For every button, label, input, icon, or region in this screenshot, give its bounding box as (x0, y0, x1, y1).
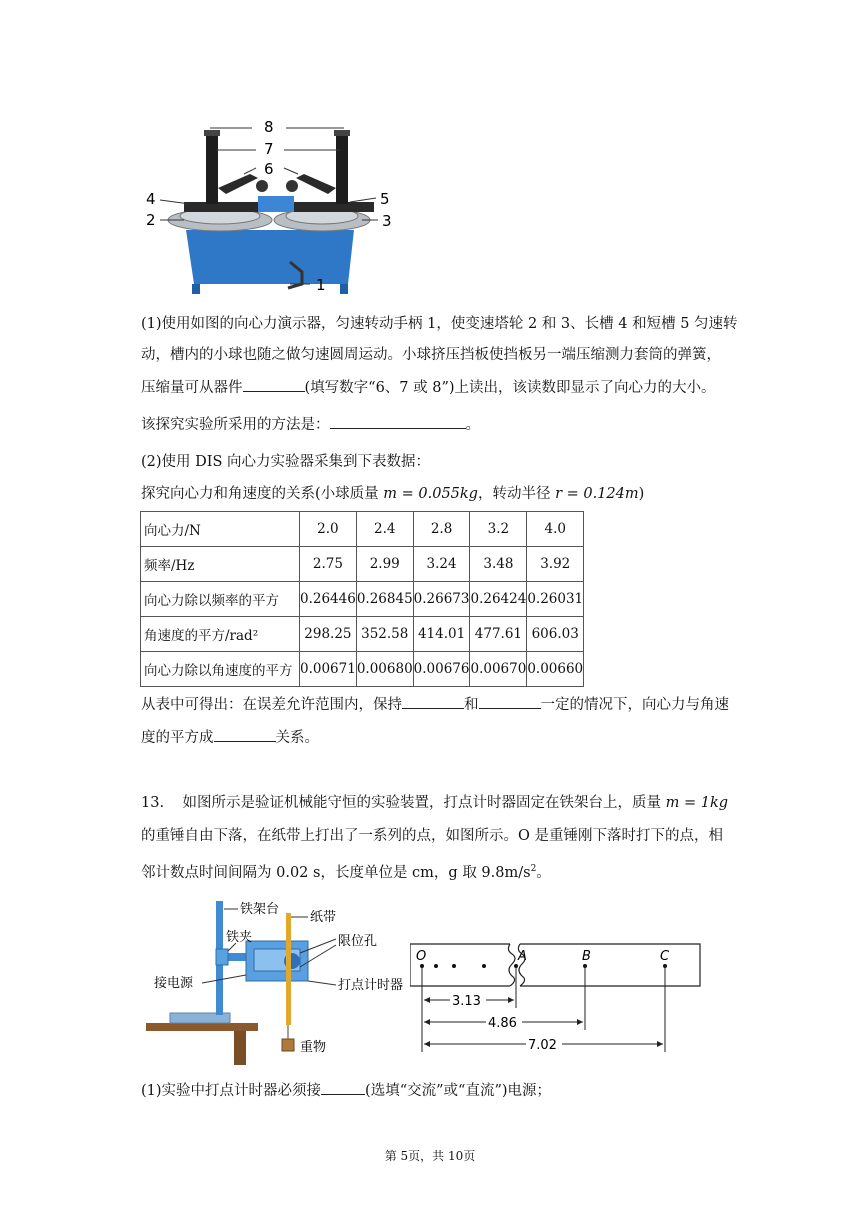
rotation-radius: r = 0.124m (555, 486, 639, 502)
centripetal-force-apparatus-figure (140, 112, 400, 298)
table-row (141, 582, 584, 617)
apparatus-label-8: 8 (264, 118, 274, 136)
q12-part3-line2-end: 关系。 (275, 730, 319, 746)
table-row (141, 617, 584, 652)
q12-part1-line4-end: 。 (465, 417, 480, 433)
label-timer: 打点计时器 (338, 978, 404, 993)
apparatus-label-3: 3 (382, 212, 392, 230)
q12-part1-line1: (1)使用如图的向心力演示器，匀速转动手柄 1，使变速塔轮 2 和 3、长槽 4 和短槽 5 匀速转 (141, 316, 738, 332)
table-cell: 0.26031 (527, 582, 584, 617)
paper-tape-figure (410, 930, 710, 1065)
answer-blank-power-type[interactable] (321, 1080, 365, 1095)
row-label: 频率/Hz (141, 547, 300, 582)
apparatus-label-4: 4 (146, 190, 156, 208)
table-cell: 0.00671 (300, 652, 357, 687)
table-cell: 4.0 (527, 512, 584, 547)
answer-blank-constant-2[interactable] (479, 694, 541, 709)
dim-oa: 3.13 (452, 994, 481, 1009)
row-label: 向心力/N (141, 512, 300, 547)
table-cell: 2.8 (413, 512, 470, 547)
row-label: 角速度的平方/rad² (141, 617, 300, 652)
table-cell: 0.26446 (300, 582, 357, 617)
point-o: O (416, 949, 427, 964)
table-cell: 3.92 (527, 547, 584, 582)
table-cell: 298.25 (300, 617, 357, 652)
label-limit-hole: 限位孔 (338, 934, 378, 949)
superscript: 2 (530, 864, 537, 874)
table-cell: 3.2 (470, 512, 527, 547)
q13-part1-end: (选填“交流”或“直流”)电源； (365, 1083, 552, 1099)
q13-line2: 的重锤自由下落，在纸带上打出了一系列的点，如图所示。O 是重锤刚下落时打下的点，相 (141, 828, 723, 844)
q13-part1-start: (1)实验中打点计时器必须接 (141, 1083, 322, 1099)
table-cell: 606.03 (527, 617, 584, 652)
q12-part1-line4 (141, 410, 741, 441)
table-row (141, 652, 584, 687)
table-cell: 477.61 (470, 617, 527, 652)
q12-part3-line1-end: 一定的情况下，向心力与角速 (540, 697, 729, 713)
label-power-supply: 接电源 (154, 976, 194, 991)
q12-part2-line2-mid: ，转动半径 (477, 486, 556, 502)
q13-line3-end: 。 (536, 864, 551, 881)
table-cell: 2.0 (300, 512, 357, 547)
label-iron-stand: 铁架台 (240, 902, 280, 917)
q12-part3-line2-start: 度的平方成 (141, 730, 214, 746)
label-iron-clamp: 铁夹 (226, 930, 253, 945)
page-footer: 第 5页，共 10页 (384, 1149, 476, 1163)
q12-part2-line2 (141, 479, 741, 510)
table-cell: 0.26673 (413, 582, 470, 617)
table-cell: 2.99 (356, 547, 413, 582)
table-row (141, 512, 584, 547)
q12-part1-line3-start: 压缩量可从器件 (141, 380, 243, 396)
q12-part1-line3 (141, 373, 741, 404)
q13-part1 (141, 1076, 741, 1107)
row-label: 向心力除以频率的平方 (141, 582, 300, 617)
apparatus-label-5: 5 (380, 190, 390, 208)
q12-part1-line4-start: 该探究实验所采用的方法是： (141, 417, 330, 433)
free-fall-apparatus-figure (140, 895, 410, 1070)
q13-line1-text: 如图所示是验证机械能守恒的实验装置，打点计时器固定在铁架台上，质量 (182, 795, 666, 811)
table-cell: 0.00670 (470, 652, 527, 687)
dim-oc: 7.02 (528, 1038, 557, 1053)
apparatus-label-1: 1 (316, 276, 326, 294)
q12-part2-line2-start: 探究向心力和角速度的关系(小球质量 (141, 486, 384, 502)
point-c: C (660, 949, 670, 964)
ball-mass: m = 0.055kg (383, 486, 478, 502)
label-weight: 重物 (300, 1040, 327, 1055)
q13-line3-text: 邻计数点时间间隔为 0.02 s，长度单位是 cm，g 取 9.8m/s (141, 864, 531, 881)
q12-part3-line1 (141, 690, 741, 721)
q13-line3 (141, 854, 741, 889)
answer-blank-component[interactable] (243, 377, 305, 392)
q13-line1 (141, 788, 741, 819)
answer-blank-relation[interactable] (214, 727, 276, 742)
q12-part3-line1-mid: 和 (464, 697, 479, 713)
point-b: B (582, 949, 591, 964)
apparatus-label-6: 6 (264, 160, 274, 178)
q12-part2-line1: (2)使用 DIS 向心力实验器采集到下表数据： (141, 454, 431, 470)
label-paper-tape: 纸带 (310, 910, 337, 925)
q12-part1-line3-end: (填写数字“6、7 或 8”)上读出，该读数即显示了向心力的大小。 (304, 380, 716, 396)
answer-blank-method[interactable] (330, 414, 466, 429)
apparatus-label-2: 2 (146, 211, 156, 229)
table-cell: 0.26424 (470, 582, 527, 617)
table-cell: 0.00660 (527, 652, 584, 687)
table-cell: 414.01 (413, 617, 470, 652)
q12-part3-line1-start: 从表中可得出：在误差允许范围内，保持 (141, 697, 402, 713)
table-cell: 0.00676 (413, 652, 470, 687)
point-a: A (518, 949, 527, 964)
question-number: 13. (141, 795, 165, 811)
table-cell: 2.4 (356, 512, 413, 547)
dim-ob: 4.86 (488, 1016, 517, 1031)
table-cell: 0.26845 (356, 582, 413, 617)
answer-blank-constant-1[interactable] (402, 694, 464, 709)
q12-part1-line2: 动，槽内的小球也随之做匀速圆周运动。小球挤压挡板使挡板另一端压缩测力套筒的弹簧， (141, 347, 721, 363)
apparatus-label-7: 7 (264, 140, 274, 158)
table-row (141, 547, 584, 582)
row-label: 向心力除以角速度的平方 (141, 652, 300, 687)
hammer-mass: m = 1kg (665, 795, 729, 811)
table-cell: 2.75 (300, 547, 357, 582)
q12-part3-line2 (141, 723, 741, 754)
table-cell: 3.24 (413, 547, 470, 582)
table-cell: 352.58 (356, 617, 413, 652)
centripetal-data-table (140, 511, 584, 687)
q12-part2-line2-end: ) (638, 486, 645, 502)
table-cell: 0.00680 (356, 652, 413, 687)
table-cell: 3.48 (470, 547, 527, 582)
